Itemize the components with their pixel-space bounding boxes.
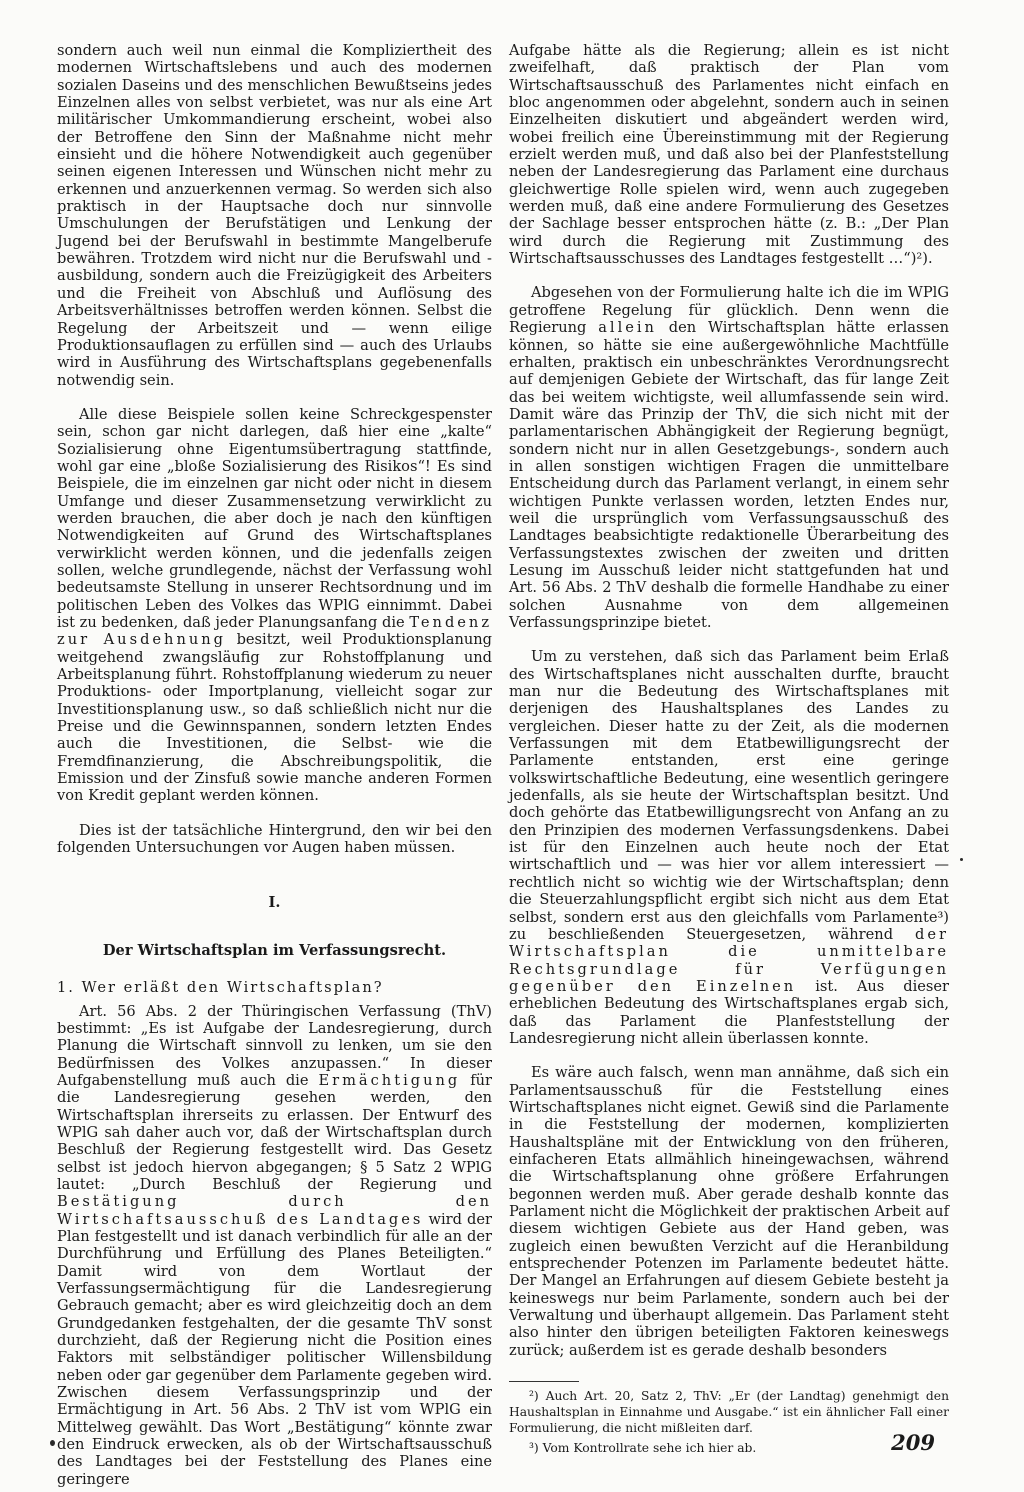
text-run: Art. 56 Abs. 2 der Thüringischen Verfassung (ThV) bestimmt: „Es ist Aufgabe der Landesregierung, durch Planung die Wirtschaft sinnvoll zu lenken, um sie den Bedürfnissen des Volkes anzupassen.“ In dieser Aufgabenstellung muß auch die (57, 1002, 492, 1089)
paragraph (509, 648, 949, 1047)
paragraph: Es wäre auch falsch, wenn man annähme, daß sich ein Parlamentsausschuß für die Feststellung eines Wirtschaftsplanes nicht eignet. Gewiß sind die Parlamente in die Feststellung der modernen, komplizierten Haushaltspläne mit der Entwicklung von den früheren, einfacheren Etats allmählich hineingewachsen, während die Wirtschaftsplanung ohne größere Erfahrungen begonnen werden muß. Aber gerade deshalb konnte das Parlament nicht die Möglichkeit der praktischen Arbeit auf diesem wichtigen Gebiete aus der Hand geben, was zugleich einen bewußten Verzicht auf die Heranbildung entsprechender Potenzen im Parlamente bedeutet hätte. Der Mangel an Erfahrungen auf diesem Gebiete besteht ja keineswegs nur beim Parlamente, sondern auch bei der Verwaltung und überhaupt allgemein. Das Parlament steht also hinter den übrigen beteiligten Faktoren keineswegs zurück; außerdem ist es gerade deshalb besonders (509, 1064, 949, 1359)
paragraph (57, 406, 492, 805)
spaced-emphasis: der Wirtschaftsplan die unmittelbare Rechtsgrundlage für Verfügungen gegenüber den Einzelnen (509, 925, 950, 995)
ink-speck (960, 858, 963, 861)
page-number: 209 (891, 1430, 935, 1455)
spaced-emphasis: Bestätigung durch den Wirtschaftsausschuß des Landtages (57, 1193, 492, 1228)
text-run: den Wirtschaftsplan hätte erlassen können, so hätte sie eine außergewöhnliche Machtfülle erhalten, praktisch ein unbeschränktes Verordnungsrecht auf demjenigen Gebiete der Wirtschaft, das für lange Zeit das bei weitem wichtigste, weil allumfassende sein wird. Damit wäre das Prinzip der ThV, die sich nicht mit der parlamentarischen Abhängigkeit der Regierung begnügt, sondern nicht nur in allen Gesetzgebungs-, sondern auch in allen sonstigen wichtigen Fragen die unmittelbare Entscheidung durch das Parlament verlangt, in einem sehr wichtigen Punkte verlassen worden, letzten Endes nur, weil die ursprünglich vom Verfassungsausschuß des Landtages beabsichtigte redaktionelle Überarbeitung des Verfassungstextes zwischen der zweiten und dritten Lesung im Ausschuß leider nicht stattgefunden hat und Art. 56 Abs. 2 ThV deshalb die formelle Handhabe zu einer solchen Ausnahme von dem allgemeinen Verfassungsprinzipe bietet. (509, 319, 949, 631)
spaced-emphasis: allein (598, 319, 657, 337)
paragraph (57, 1003, 492, 1489)
text-run: ist. Aus dieser erheblichen Bedeutung des Wirtschaftsplanes ergab sich, daß das Parlament die Planfeststellung der Landesregierung nicht allein überlassen konnte. (509, 977, 949, 1047)
text-run: wird der Plan festgestellt und ist danach verbindlich für alle an der Durchführung und Erfüllung des Planes Beteiligten.“ Damit wird von dem Wortlaut der Verfassungsermächtigung für die Landesregierung Gebrauch gemacht; aber es wird gleichzeitig doch an dem Grundgedanken festgehalten, der die gesamte ThV sonst durchzieht, daß der Regierung nicht die Position eines Faktors mit selbständiger politischer Willensbildung neben oder gar gegenüber dem Parlamente gegeben wird. Zwischen diesem Verfassungsprinzip und der Ermächtigung in Art. 56 Abs. 2 ThV ist vom WPlG ein Mittelweg gewählt. Das Wort „Bestätigung“ könnte zwar den Eindruck erwecken, als ob der Wirtschaftsausschuß des Landtages bei der Feststellung des Planes eine geringere (57, 1210, 493, 1488)
text-run: Alle diese Beispiele sollen keine Schreckgespenster sein, schon gar nicht darlegen, daß hier eine „kalte“ Sozialisierung ohne Eigentumsübertragung stattfinde, wohl gar eine „bloße Sozialisierung des Risikos“! Es sind Beispiele, die im einzelnen gar nicht oder nicht in diesem Umfange und dieser Zusammensetzung verwirklicht zu werden brauchen, die aber doch je nach den künftigen Notwendigkeiten auf Grund des Wirtschaftsplanes verwirklicht werden können, und die jedenfalls zeigen sollen, welche grundlegende, nächst der Verfassung wohl bedeutsamste Stellung in unserer Rechtsordnung und im politischen Leben des Volkes das WPlG einnimmt. Dabei ist zu bedenken, daß jeder Planungsanfang die (57, 405, 492, 631)
spaced-emphasis: Ermächtigung (318, 1071, 461, 1089)
paragraph: Dies ist der tatsächliche Hintergrund, den wir bei den folgenden Untersuchungen vor Augen haben müssen. (57, 821, 492, 857)
footnote: ³) Vom Kontrollrate sehe ich hier ab. (529, 1441, 757, 1456)
text-run: Abgesehen von der Formulierung halte ich die im WPlG getroffene Regelung für glücklich. Denn wenn die Regierung (509, 284, 949, 337)
paragraph: sondern auch weil nun einmal die Kompliziertheit des modernen Wirtschaftslebens und auch des modernen sozialen Daseins und des menschlichen Bewußtseins jedes Einzelnen alles von selbst verbietet, was nur als eine Art militärischer Umkommandierung erscheint, wobei also der Betroffene den Sinn der Maßnahme nicht mehr einsieht und die höhere Notwendigkeit auch gegenüber seinen eigenen Interessen und Wünschen nicht mehr zu erkennen und anzuerkennen vermag. So werden sich also praktisch in der Hauptsache doch nur sinnvolle Umschulungen der Berufstätigen und Lenkung der Jugend bei der Berufswahl in bestimmte Mangelberufe bewähren. Trotzdem wird nicht nur die Berufswahl und -ausbildung, sondern auch die Freizügigkeit des Arbeiters und die Freiheit von Abschluß und Auflösung des Arbeitsverhältnisses betroffen werden können. Selbst die Regelung der Arbeitszeit und — wenn eilige Produktionsauflagen zu erfüllen sind — auch des Urlaubs wird in Ausführung des Wirtschaftsplans gegebenenfalls notwendig sein. (57, 42, 492, 389)
left-column (57, 42, 492, 1488)
section-number: I. (268, 894, 281, 912)
subsection-heading: 1. Wer erläßt den Wirtschaftsplan? (57, 979, 384, 997)
right-column (509, 42, 949, 1456)
text-run: besitzt, weil Produktionsplanung weitgehend zwangsläufig zur Rohstoffplanung und Arbeitsplanung führt. Rohstoffplanung wiederum zu neuer Produktions- oder Importplanung, vielleicht sogar zur Investitionsplanung usw., so daß schließlich nicht nur die Preise und die Gewinnspannen, sondern letzten Endes auch die Investitionen, die Selbst- wie die Fremdfinanzierung, die Abschreibungspolitik, die Emission und der Zinsfuß sowie manche anderen Formen von Kredit geplant werden können. (57, 631, 492, 805)
footnote: ²) Auch Art. 20, Satz 2, ThV: „Er (der Landtag) genehmigt den Haushaltsplan in Einnahme und Ausgabe.“ ist ein ähnlicher Fall einer Formulierung, die nicht mißleiten darf. (509, 1389, 949, 1436)
spaced-emphasis: Tendenz zur Ausdehnung (57, 614, 493, 649)
paragraph: Aufgabe hätte als die Regierung; allein es ist nicht zweifelhaft, daß praktisch der Plan vom Wirtschaftsausschuß des Parlamentes nicht einfach en bloc angenommen oder abgelehnt, sondern auch in seinen Einzelheiten diskutiert und abgeändert werden wird, wobei freilich eine Übereinstimmung mit der Regierung erzielt werden muß, und daß also bei der Planfeststellung neben der Landesregierung das Parlament eine durchaus gleichwertige Rolle spielen wird, wenn auch zugegeben werden muß, daß eine andere Formulierung des Gesetzes der Sachlage besser entsprochen hätte (z. B.: „Der Plan wird durch die Regierung mit Zustimmung des Wirtschaftsausschusses des Landtages festgestellt …“)²). (509, 42, 949, 268)
section-title: Der Wirtschaftsplan im Verfassungsrecht. (102, 941, 447, 959)
footnote-rule (509, 1381, 579, 1382)
text-run: Um zu verstehen, daß sich das Parlament beim Erlaß des Wirtschaftsplanes nicht ausschalten durfte, braucht man nur die Bedeutung des Wirtschaftsplanes mit derjenigen des Haushaltsplanes des Landes zu vergleichen. Dieser hatte zu der Zeit, als die modernen Verfassungen mit dem Etatbewilligungsrecht der Parlamente entstanden, erst eine geringe volkswirtschaftliche Bedeutung, eine wesentlich geringere jedenfalls, als sie heute der Wirtschaftsplan besitzt. Und doch gehörte das Etatbewilligungsrecht von Anfang an zu den Prinzipien des modernen Verfassungsdenkens. Dabei ist für den Einzelnen auch heute noch der Etat wirtschaftlich und — was hier vor allem interessiert — rechtlich nicht so wichtig wie der Wirtschaftsplan; denn die Steuerzahlungspflicht ergibt sich nicht aus dem Etat selbst, sondern erst aus den gleichfalls vom Parlamente³) zu beschließenden Steuergesetzen, während (509, 648, 949, 943)
ink-speck (50, 1440, 55, 1446)
text-run: für die Landesregierung gesehen werden, den Wirtschaftsplan ihrerseits zu erlassen. Der Entwurf des WPlG sah daher auch vor, daß der Wirtschaftsplan durch Beschluß der Regierung festgestellt wird. Das Gesetz selbst ist jedoch hiervon abgegangen; § 5 Satz 2 WPlG lautet: „Durch Beschluß der Regierung und (57, 1071, 492, 1193)
paragraph (509, 284, 949, 631)
